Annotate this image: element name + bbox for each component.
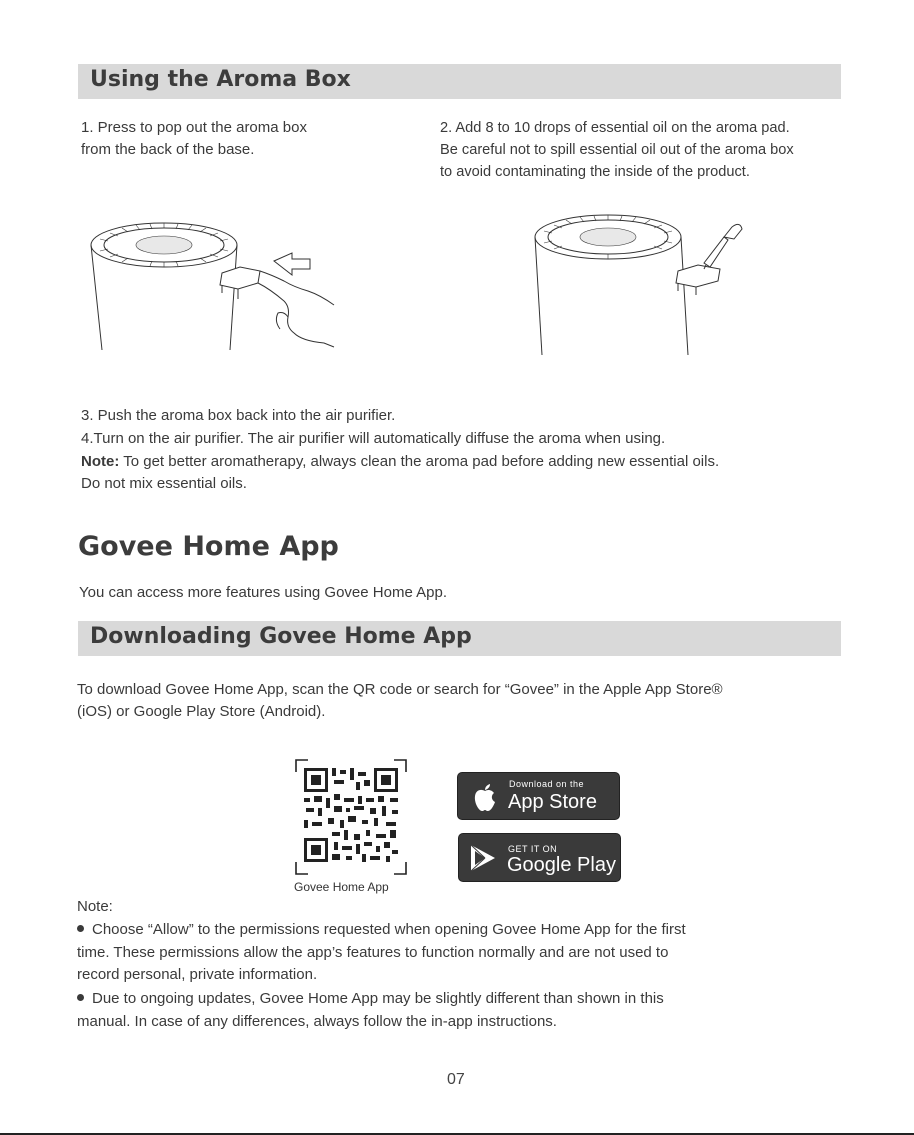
aroma-note-text: To get better aromatherapy, always clean the aroma pad before adding new essential oils. bbox=[119, 453, 720, 470]
section-header-aroma bbox=[78, 64, 841, 99]
step-4: 4.Turn on the air purifier. The air purifier will automatically diffuse the aroma when using. bbox=[81, 430, 666, 447]
page-number: 07 bbox=[447, 1071, 465, 1088]
note-1-line-1 bbox=[77, 919, 686, 942]
app-store-small-text: Download on the bbox=[509, 779, 585, 789]
note-2-line-1 bbox=[77, 988, 664, 1011]
step-1-line-2: from the back of the base. bbox=[81, 141, 255, 158]
google-play-badge[interactable] bbox=[458, 833, 621, 882]
google-play-big-text: Google Play bbox=[507, 854, 616, 876]
app-intro: You can access more features using Govee Home App. bbox=[79, 584, 447, 601]
note-1-line-2: time. These permissions allow the app’s features to function normally and are not used to bbox=[77, 944, 669, 961]
note-1-line-3: record personal, private information. bbox=[77, 966, 318, 983]
step-3: 3. Push the aroma box back into the air purifier. bbox=[81, 407, 396, 424]
app-heading: Govee Home App bbox=[78, 531, 339, 562]
step-2-line-1: 2. Add 8 to 10 drops of essential oil on the aroma pad. bbox=[440, 120, 790, 136]
bullet-dot bbox=[77, 994, 84, 1001]
note-2-line-2: manual. In case of any differences, always follow the in-app instructions. bbox=[77, 1013, 557, 1030]
aroma-note-label: Note: bbox=[81, 453, 120, 470]
qr-code[interactable] bbox=[294, 758, 408, 878]
illustration-add-essential-oil bbox=[528, 205, 758, 360]
note-2-text: Due to ongoing updates, Govee Home App may be slightly different than shown in this bbox=[92, 990, 664, 1007]
illustration-pop-out-aroma-box bbox=[88, 215, 348, 360]
app-store-badge[interactable] bbox=[457, 772, 620, 820]
google-play-icon bbox=[469, 843, 497, 873]
google-play-small-text: GET IT ON bbox=[508, 844, 558, 854]
section-header-download bbox=[78, 621, 841, 656]
step-2-line-3: to avoid contaminating the inside of the product. bbox=[440, 164, 750, 180]
step-1-line-1: 1. Press to pop out the aroma box bbox=[81, 119, 307, 136]
section-title-aroma: Using the Aroma Box bbox=[90, 67, 351, 92]
apple-icon bbox=[472, 783, 498, 813]
notes-label: Note: bbox=[77, 898, 113, 915]
step-2-line-2: Be careful not to spill essential oil out of the aroma box bbox=[440, 142, 794, 158]
bullet-dot bbox=[77, 925, 84, 932]
aroma-note-line-2: Do not mix essential oils. bbox=[81, 475, 247, 492]
qr-caption: Govee Home App bbox=[294, 880, 389, 894]
aroma-note bbox=[81, 451, 719, 474]
note-1-text: Choose “Allow” to the permissions requested when opening Govee Home App for the first bbox=[92, 921, 686, 938]
app-store-big-text: App Store bbox=[508, 791, 597, 813]
download-text-line-1: To download Govee Home App, scan the QR code or search for “Govee” in the Apple App Store® bbox=[77, 681, 723, 698]
download-text-line-2: (iOS) or Google Play Store (Android). bbox=[77, 703, 326, 720]
section-title-download: Downloading Govee Home App bbox=[90, 624, 472, 649]
